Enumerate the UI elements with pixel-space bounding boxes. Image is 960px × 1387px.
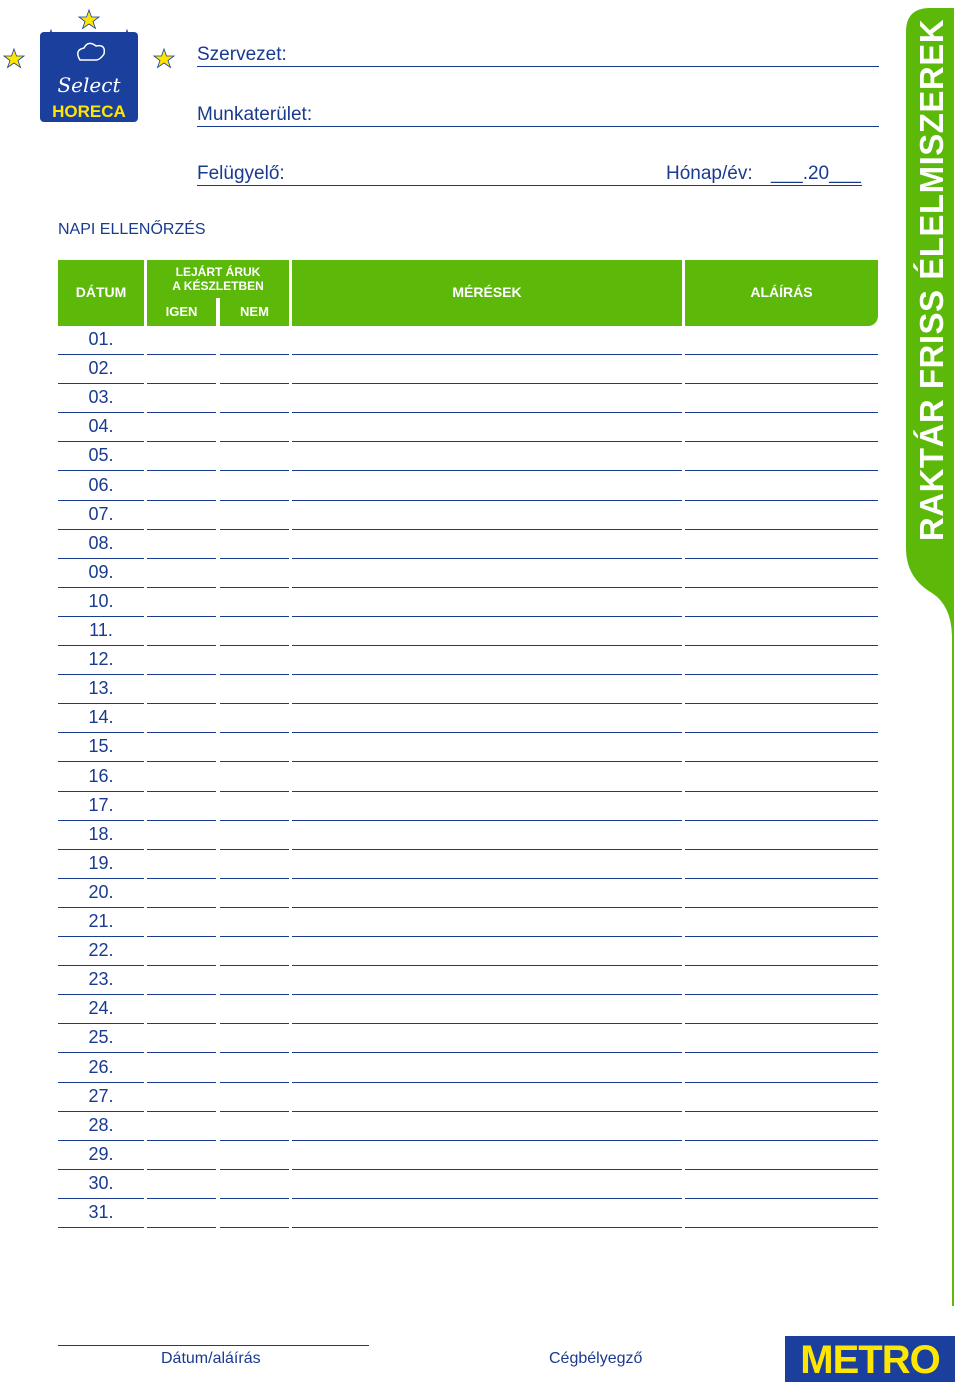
cell-alairas-line[interactable] — [685, 936, 878, 937]
cell-igen-line[interactable] — [147, 1023, 216, 1024]
cell-igen-line[interactable] — [147, 1052, 216, 1053]
cell-datum-line — [58, 1198, 144, 1199]
cell-datum-line — [58, 1082, 144, 1083]
row-day-label: 04. — [88, 416, 114, 437]
row-day-label: 17. — [88, 794, 114, 815]
cell-igen-line[interactable] — [147, 383, 216, 384]
felugyelo-field[interactable] — [197, 185, 862, 186]
row-day-label: 18. — [88, 823, 114, 844]
row-day-label: 15. — [88, 736, 114, 757]
cell-nem-line[interactable] — [220, 616, 289, 617]
cell-datum-line — [58, 791, 144, 792]
cell-nem-line[interactable] — [220, 674, 289, 675]
cell-alairas-line[interactable] — [685, 645, 878, 646]
datum-alairas-label: Dátum/aláírás — [161, 1350, 261, 1367]
cell-datum-line — [58, 878, 144, 879]
cell-alairas-line[interactable] — [685, 616, 878, 617]
honap-label: Hónap/év: — [666, 163, 753, 184]
cell-datum-line — [58, 529, 144, 530]
row-day-label: 24. — [88, 998, 114, 1019]
cell-meresek-line[interactable] — [292, 994, 682, 995]
cell-nem-line[interactable] — [220, 1169, 289, 1170]
star-icon — [4, 49, 24, 68]
signature-line[interactable] — [58, 1345, 369, 1346]
col-header-datum: DÁTUM — [58, 260, 144, 326]
cell-datum-line — [58, 994, 144, 995]
cell-nem-line[interactable] — [220, 732, 289, 733]
cell-nem-line[interactable] — [220, 587, 289, 588]
cell-nem-line[interactable] — [220, 529, 289, 530]
cell-igen-line[interactable] — [147, 1140, 216, 1141]
cell-alairas-line[interactable] — [685, 1052, 878, 1053]
cell-datum-line — [58, 1140, 144, 1141]
cell-alairas-line[interactable] — [685, 354, 878, 355]
cell-alairas-line[interactable] — [685, 791, 878, 792]
cell-datum-line — [58, 907, 144, 908]
cell-alairas-line[interactable] — [685, 500, 878, 501]
cell-alairas-line[interactable] — [685, 470, 878, 471]
cell-datum-line — [58, 703, 144, 704]
cegbelyegzo-label: Cégbélyegző — [549, 1350, 643, 1367]
cell-igen-line[interactable] — [147, 878, 216, 879]
cell-datum-line — [58, 500, 144, 501]
cell-igen-line[interactable] — [147, 1111, 216, 1112]
cell-alairas-line[interactable] — [685, 1227, 878, 1228]
cell-meresek-line[interactable] — [292, 383, 682, 384]
cell-datum-line — [58, 470, 144, 471]
cell-igen-line[interactable] — [147, 354, 216, 355]
cell-datum-line — [58, 645, 144, 646]
cell-meresek-line[interactable] — [292, 1052, 682, 1053]
cell-datum-line — [58, 1169, 144, 1170]
cell-meresek-line[interactable] — [292, 645, 682, 646]
cell-igen-line[interactable] — [147, 1169, 216, 1170]
row-day-label: 06. — [88, 474, 114, 495]
cell-igen-line[interactable] — [147, 732, 216, 733]
cell-datum-line — [58, 616, 144, 617]
cell-meresek-line[interactable] — [292, 354, 682, 355]
cell-igen-line[interactable] — [147, 645, 216, 646]
cell-datum-line — [58, 1227, 144, 1228]
row-day-label: 16. — [88, 765, 114, 786]
cell-alairas-line[interactable] — [685, 1140, 878, 1141]
cell-meresek-line[interactable] — [292, 849, 682, 850]
cell-alairas-line[interactable] — [685, 1198, 878, 1199]
row-day-label: 21. — [88, 911, 114, 931]
cell-nem-line[interactable] — [220, 761, 289, 762]
cell-datum-line — [58, 587, 144, 588]
sidebar-title: RAKTÁR FRISS ÉLELMISZEREK — [913, 18, 950, 542]
cell-nem-line[interactable] — [220, 441, 289, 442]
honap-field[interactable]: ___.20___ — [771, 163, 861, 184]
logo-select-text: Select — [57, 73, 121, 97]
cell-nem-line[interactable] — [220, 936, 289, 937]
cell-nem-line[interactable] — [220, 703, 289, 704]
cell-meresek-line[interactable] — [292, 761, 682, 762]
cell-meresek-line[interactable] — [292, 1140, 682, 1141]
col-header-meresek: MÉRÉSEK — [292, 260, 682, 326]
cell-nem-line[interactable] — [220, 383, 289, 384]
row-day-label: 25. — [88, 1027, 114, 1048]
cell-igen-line[interactable] — [147, 820, 216, 821]
section-title: NAPI ELLENŐRZÉS — [58, 221, 206, 238]
cell-alairas-line[interactable] — [685, 1169, 878, 1170]
row-day-label: 29. — [88, 1143, 114, 1164]
cell-nem-line[interactable] — [220, 500, 289, 501]
cell-alairas-line[interactable] — [685, 383, 878, 384]
cell-nem-line[interactable] — [220, 820, 289, 821]
cell-igen-line[interactable] — [147, 674, 216, 675]
cell-datum-line — [58, 441, 144, 442]
row-day-label: 05. — [88, 445, 114, 466]
cell-alairas-line[interactable] — [685, 674, 878, 675]
cell-meresek-line[interactable] — [292, 732, 682, 733]
cell-meresek-line[interactable] — [292, 1082, 682, 1083]
cell-meresek-line[interactable] — [292, 470, 682, 471]
cell-alairas-line[interactable] — [685, 907, 878, 908]
cell-alairas-line[interactable] — [685, 587, 878, 588]
cell-meresek-line[interactable] — [292, 703, 682, 704]
col-header-igen: IGEN — [165, 304, 198, 319]
cell-meresek-line[interactable] — [292, 441, 682, 442]
cell-meresek-line[interactable] — [292, 1111, 682, 1112]
cell-nem-line[interactable] — [220, 645, 289, 646]
cell-alairas-line[interactable] — [685, 412, 878, 413]
cell-alairas-line[interactable] — [685, 441, 878, 442]
cell-datum-line — [58, 674, 144, 675]
cell-alairas-line[interactable] — [685, 529, 878, 530]
cell-nem-line[interactable] — [220, 994, 289, 995]
cell-igen-line[interactable] — [147, 994, 216, 995]
cell-datum-line — [58, 820, 144, 821]
row-day-label: 14. — [88, 707, 114, 728]
cell-igen-line[interactable] — [147, 587, 216, 588]
cell-alairas-line[interactable] — [685, 820, 878, 821]
cell-igen-line[interactable] — [147, 441, 216, 442]
select-horeca-logo — [0, 0, 180, 130]
row-day-label: 08. — [88, 532, 114, 553]
cell-igen-line[interactable] — [147, 791, 216, 792]
cell-igen-line[interactable] — [147, 936, 216, 937]
col-header-lejart: LEJÁRT ÁRUK A KÉSZLETBEN IGEN NEM — [147, 260, 289, 326]
row-day-label: 13. — [88, 678, 114, 699]
cell-alairas-line[interactable] — [685, 1082, 878, 1083]
cell-meresek-line[interactable] — [292, 558, 682, 559]
cell-nem-line[interactable] — [220, 470, 289, 471]
cell-datum-line — [58, 383, 144, 384]
cell-alairas-line[interactable] — [685, 965, 878, 966]
cell-datum-line — [58, 1052, 144, 1053]
cell-alairas-line[interactable] — [685, 761, 878, 762]
cell-igen-line[interactable] — [147, 703, 216, 704]
row-day-label: 09. — [88, 561, 114, 582]
metro-logo: METRO — [785, 1336, 955, 1382]
cell-meresek-line[interactable] — [292, 1023, 682, 1024]
cell-alairas-line[interactable] — [685, 994, 878, 995]
munkaterulet-field[interactable] — [197, 126, 879, 127]
row-day-label: 30. — [88, 1172, 114, 1193]
cell-meresek-line[interactable] — [292, 587, 682, 588]
row-day-label: 23. — [88, 969, 114, 990]
cell-igen-line[interactable] — [147, 500, 216, 501]
row-day-label: 27. — [88, 1085, 114, 1106]
cell-datum-line — [58, 965, 144, 966]
munkaterulet-label: Munkaterület: — [197, 104, 313, 125]
cell-meresek-line[interactable] — [292, 878, 682, 879]
cell-igen-line[interactable] — [147, 907, 216, 908]
cell-nem-line[interactable] — [220, 907, 289, 908]
row-day-label: 10. — [88, 590, 114, 611]
row-day-label: 12. — [88, 649, 114, 670]
cell-meresek-line[interactable] — [292, 907, 682, 908]
star-icon — [154, 49, 174, 68]
row-day-label: 01. — [88, 329, 114, 349]
cell-datum-line — [58, 936, 144, 937]
row-day-label: 28. — [88, 1114, 114, 1135]
cell-nem-line[interactable] — [220, 412, 289, 413]
cell-datum-line — [58, 354, 144, 355]
cell-nem-line[interactable] — [220, 1198, 289, 1199]
cell-nem-line[interactable] — [220, 849, 289, 850]
cell-nem-line[interactable] — [220, 1111, 289, 1112]
cell-igen-line[interactable] — [147, 470, 216, 471]
cell-meresek-line[interactable] — [292, 1169, 682, 1170]
cell-nem-line[interactable] — [220, 965, 289, 966]
cell-datum-line — [58, 412, 144, 413]
szervezet-field[interactable] — [197, 66, 879, 67]
cell-meresek-line[interactable] — [292, 529, 682, 530]
cell-nem-line[interactable] — [220, 1023, 289, 1024]
cell-alairas-line[interactable] — [685, 558, 878, 559]
szervezet-label: Szervezet: — [197, 44, 287, 65]
cell-igen-line[interactable] — [147, 965, 216, 966]
row-day-label: 19. — [88, 852, 114, 873]
cell-nem-line[interactable] — [220, 354, 289, 355]
cell-meresek-line[interactable] — [292, 674, 682, 675]
cell-alairas-line[interactable] — [685, 703, 878, 704]
cell-meresek-line[interactable] — [292, 412, 682, 413]
cell-nem-line[interactable] — [220, 1082, 289, 1083]
cell-meresek-line[interactable] — [292, 965, 682, 966]
col-header-alairas: ALÁÍRÁS — [685, 260, 878, 326]
cell-meresek-line[interactable] — [292, 1227, 682, 1228]
cell-igen-line[interactable] — [147, 616, 216, 617]
felugyelo-label: Felügyelő: — [197, 163, 285, 184]
cell-igen-line[interactable] — [147, 1227, 216, 1228]
cell-nem-line[interactable] — [220, 1140, 289, 1141]
cell-alairas-line[interactable] — [685, 1111, 878, 1112]
row-day-label: 22. — [88, 940, 114, 961]
col-header-nem: NEM — [240, 304, 269, 319]
cell-alairas-line[interactable] — [685, 849, 878, 850]
row-day-label: 31. — [88, 1202, 114, 1222]
cell-nem-line[interactable] — [220, 791, 289, 792]
cell-alairas-line[interactable] — [685, 1023, 878, 1024]
cell-igen-line[interactable] — [147, 412, 216, 413]
cell-meresek-line[interactable] — [292, 820, 682, 821]
row-day-label: 11. — [89, 620, 113, 640]
row-day-label: 07. — [88, 503, 114, 524]
cell-igen-line[interactable] — [147, 761, 216, 762]
row-day-label: 02. — [88, 358, 114, 379]
cell-alairas-line[interactable] — [685, 878, 878, 879]
cell-igen-line[interactable] — [147, 558, 216, 559]
cell-datum-line — [58, 761, 144, 762]
row-day-label: 20. — [88, 881, 114, 902]
cell-meresek-line[interactable] — [292, 616, 682, 617]
cell-nem-line[interactable] — [220, 1227, 289, 1228]
cell-igen-line[interactable] — [147, 529, 216, 530]
cell-nem-line[interactable] — [220, 878, 289, 879]
cell-datum-line — [58, 732, 144, 733]
row-day-label: 26. — [88, 1056, 114, 1077]
logo-horeca-text: HORECA — [52, 102, 126, 121]
cell-alairas-line[interactable] — [685, 732, 878, 733]
cell-meresek-line[interactable] — [292, 500, 682, 501]
cell-igen-line[interactable] — [147, 1082, 216, 1083]
cell-igen-line[interactable] — [147, 1198, 216, 1199]
cell-meresek-line[interactable] — [292, 791, 682, 792]
cell-datum-line — [58, 1111, 144, 1112]
cell-igen-line[interactable] — [147, 849, 216, 850]
row-day-label: 03. — [88, 387, 114, 408]
cell-nem-line[interactable] — [220, 558, 289, 559]
cell-meresek-line[interactable] — [292, 1198, 682, 1199]
cell-datum-line — [58, 1023, 144, 1024]
cell-datum-line — [58, 558, 144, 559]
cell-datum-line — [58, 849, 144, 850]
cell-meresek-line[interactable] — [292, 936, 682, 937]
cell-nem-line[interactable] — [220, 1052, 289, 1053]
star-icon — [79, 10, 99, 29]
